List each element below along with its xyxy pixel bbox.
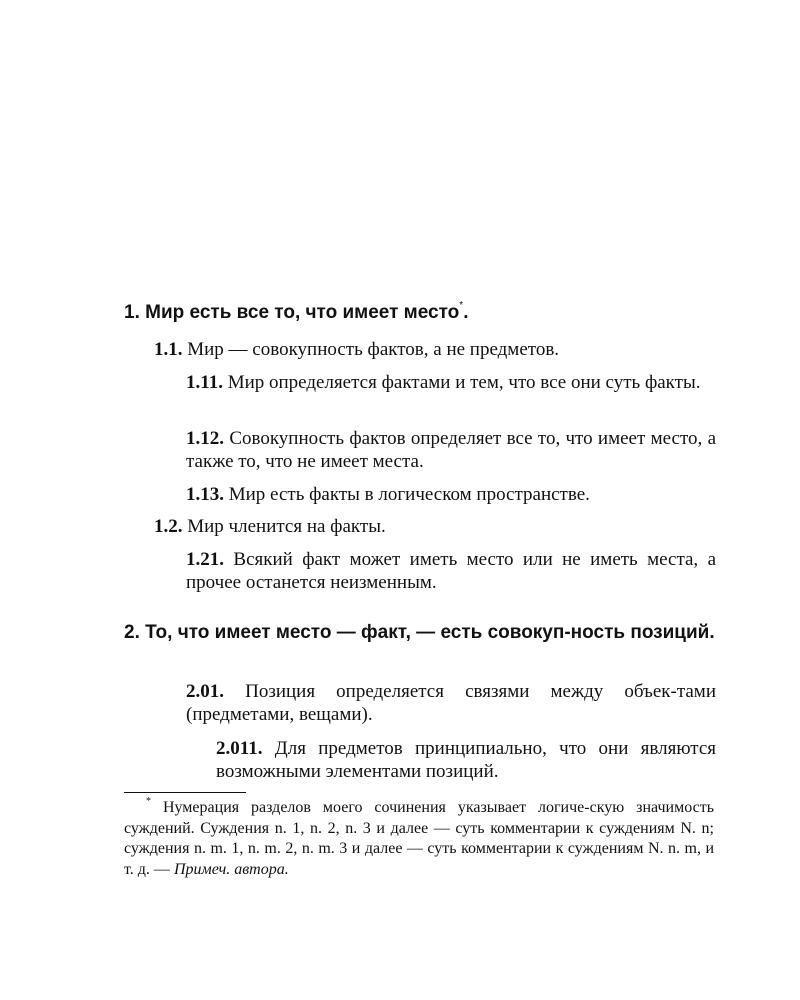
proposition-number: 1.11. (186, 372, 223, 393)
footnote-signature: Примеч. автора. (173, 860, 289, 878)
footnote (124, 795, 715, 880)
proposition-number: 1.13. (186, 484, 224, 505)
proposition-number: 2.01. (186, 681, 224, 702)
footnote-reference[interactable]: * (459, 299, 464, 311)
proposition-number: 1.1. (154, 339, 183, 360)
proposition-1-11 (186, 371, 716, 394)
proposition-2-011 (216, 737, 716, 783)
section-1-title: 1. Мир есть все то, что имеет место (124, 302, 460, 323)
proposition-text: Мир — совокупность фактов, а не предметов. (187, 339, 560, 360)
proposition-1-1 (154, 338, 716, 361)
proposition-text: Мир членится на факты. (187, 516, 386, 537)
proposition-2-01 (186, 680, 716, 726)
proposition-text: Мир определяется фактами и тем, что все они суть факты. (227, 372, 701, 393)
proposition-number: 1.12. (186, 428, 224, 449)
proposition-text: Для предметов принципиально, что они являются возможными элементами позиций. (216, 738, 717, 782)
section-2-title: 2. То, что имеет место — факт, — есть совокуп-ность позиций. (124, 622, 715, 643)
proposition-text: Совокупность фактов определяет все то, что имеет место, а также то, что не имеет места. (186, 428, 717, 472)
proposition-text: Мир есть факты в логическом пространстве. (228, 484, 590, 505)
proposition-number: 1.2. (154, 516, 183, 537)
footnote-separator (124, 792, 246, 793)
proposition-1-13 (186, 483, 716, 506)
section-1-title-end: . (463, 302, 469, 323)
proposition-text: Всякий факт может иметь место или не иметь места, а прочее останется неизменным. (186, 549, 717, 593)
section-2-heading (124, 620, 716, 645)
proposition-number: 1.21. (186, 549, 224, 570)
proposition-1-21 (186, 548, 716, 594)
proposition-1-12 (186, 427, 716, 473)
proposition-number: 2.011. (216, 738, 263, 759)
proposition-text: Позиция определяется связями между объек-тами (предметами, вещами). (186, 681, 716, 725)
footnote-mark: * (146, 795, 151, 807)
footnote-text: Нумерация разделов моего сочинения указывает логиче-скую значимость суждений. Суждения n. 1, n. 2, n. 3 и далее — суть комментарии к суждениям N. n; суждения n. m. 1, n. m. 2, n. m. 3 и далее — суть комментарии к суждениям N. n. m, и т. д. — (124, 799, 715, 878)
proposition-1-2 (154, 515, 716, 538)
section-1-heading (124, 300, 716, 325)
